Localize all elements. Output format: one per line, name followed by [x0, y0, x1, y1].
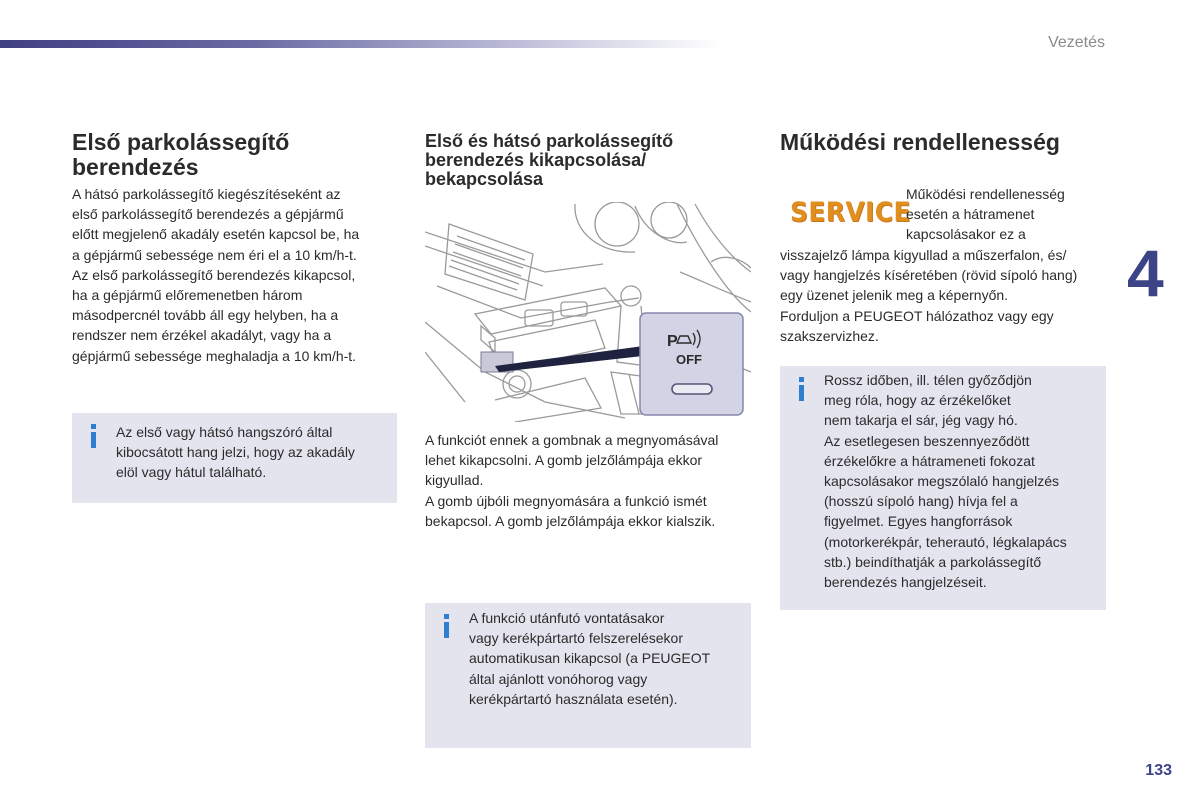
col1-body-line: A hátsó parkolássegítő kiegészítéseként az: [72, 186, 341, 202]
col3-body-line: visszajelző lámpa kigyullad a műszerfalon, és/: [780, 247, 1067, 263]
info-line: (hosszú sípoló hang) hívja fel a: [824, 493, 1018, 510]
indicator-light: [672, 384, 712, 394]
col2-body-line: A gomb újbóli megnyomására a funkció ismét: [425, 492, 707, 509]
info-icon: [86, 423, 100, 449]
col1-heading-line1: Első parkolássegítő: [72, 129, 290, 155]
info-icon: [794, 376, 808, 402]
col1-body: [72, 184, 359, 366]
info-line: Az első vagy hátsó hangszóró által: [116, 424, 333, 440]
col2-heading-line1: Első és hátsó parkolássegítő: [425, 131, 674, 151]
info-line: érzékelőkre a hátrameneti fokozat: [824, 452, 1035, 469]
col1-body-line: gépjármű sebessége meghaladja a 10 km/h-t.: [72, 347, 357, 364]
col3-body-line: kapcsolásakor ez a: [906, 226, 1026, 243]
col1-info-box: [72, 413, 397, 503]
info-line: vagy kerékpártartó felszerelésekor: [469, 630, 683, 647]
col3-heading: Működési rendellenesség: [780, 129, 1060, 155]
dashboard-illustration: [425, 202, 751, 422]
chapter-number: 4: [1127, 236, 1164, 310]
info-line: elöl vagy hátul található.: [116, 464, 267, 481]
col1-info-text: [116, 422, 355, 483]
info-line: (motorkerékpár, teherautó, légkalapács: [824, 533, 1067, 550]
info-line: kapcsolásakor megszólaló hangjelzés: [824, 473, 1060, 490]
col2-body-line: bekapcsol. A gomb jelzőlámpája ekkor kialszik.: [425, 512, 716, 529]
col2-body-line: lehet kikapcsolni. A gomb jelzőlámpája ekkor: [425, 452, 703, 469]
col1-body-line: előtt megjelenő akadály esetén kapcsol be, ha: [72, 226, 360, 243]
col2-info-box: [425, 603, 751, 748]
info-line: berendezés hangjelzéseit.: [824, 574, 987, 591]
svg-text:P: P: [667, 333, 678, 350]
col2-body-line: A funkciót ennek a gombnak a megnyomásával: [425, 432, 719, 448]
col1-heading: [72, 130, 289, 180]
col2-body: [425, 430, 718, 531]
info-icon: [439, 613, 453, 639]
col1-heading-line2: berendezés: [72, 154, 199, 180]
col3-body-line: Forduljon a PEUGEOT hálózathoz vagy egy: [780, 307, 1054, 324]
col1-body-line: ha a gépjármű előremenetben három: [72, 287, 303, 304]
info-line: kibocsátott hang jelzi, hogy az akadály: [116, 444, 355, 461]
col3-body-line: vagy hangjelzés kíséretében (rövid sípoló hang): [780, 267, 1078, 284]
info-line: meg róla, hogy az érzékelőket: [824, 392, 1011, 409]
col1-body-line: Az első parkolássegítő berendezés kikapcsol,: [72, 266, 356, 283]
info-line: A funkció utánfutó vontatásakor: [469, 610, 665, 626]
col2-body-line: kigyullad.: [425, 472, 484, 489]
section-label: Vezetés: [1048, 34, 1105, 51]
info-line: automatikusan kikapcsol (a PEUGEOT: [469, 650, 711, 667]
col1-body-line: első parkolássegítő berendezés a gépjármű: [72, 206, 344, 223]
info-line: figyelmet. Egyes hangforrások: [824, 513, 1013, 530]
dashboard-drawing: [425, 202, 751, 422]
col3-info-box: [780, 366, 1106, 610]
info-line: kerékpártartó használata esetén).: [469, 690, 678, 707]
col3-body-line: szakszervizhez.: [780, 327, 879, 344]
header-gradient-bar: [0, 40, 720, 48]
col2-heading-line3: bekapcsolása: [425, 169, 544, 189]
off-label: OFF: [676, 352, 702, 367]
col3-body-line: egy üzenet jelenik meg a képernyőn.: [780, 287, 1009, 304]
col1-body-line: rendszer nem érzékel akadályt, vagy ha a: [72, 327, 332, 344]
col3-body: [780, 245, 1077, 346]
col1-body-line: a gépjármű sebessége nem éri el a 10 km/h-t.: [72, 246, 357, 263]
col3-body-short: [906, 184, 1065, 245]
info-line: stb.) beindíthatják a parkolássegítő: [824, 553, 1042, 570]
service-warning-logo: SERVICE: [790, 197, 911, 228]
col3-body-line: esetén a hátramenet: [906, 206, 1035, 223]
info-line: Az esetlegesen beszennyeződött: [824, 432, 1030, 449]
col2-info-text: [469, 608, 710, 709]
col2-heading: [425, 132, 673, 189]
col2-heading-line2: berendezés kikapcsolása/: [425, 150, 647, 170]
col3-info-text: [824, 370, 1067, 592]
info-line: által ajánlott vonóhorog vagy: [469, 670, 648, 687]
page-number: 133: [1145, 762, 1172, 779]
info-line: nem takarja el sár, jég vagy hó.: [824, 412, 1018, 429]
col3-body-line: Működési rendellenesség: [906, 186, 1065, 202]
info-line: Rossz időben, ill. télen győződjön: [824, 372, 1032, 388]
col1-body-line: másodpercnél tovább áll egy helyben, ha a: [72, 307, 339, 324]
